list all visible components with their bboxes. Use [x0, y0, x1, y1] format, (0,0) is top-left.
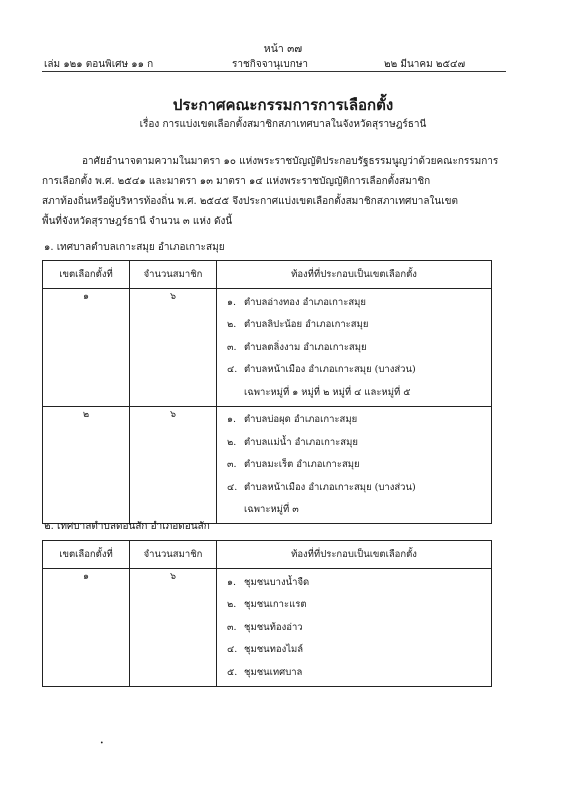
preamble-line: การเลือกตั้ง พ.ศ. ๒๕๔๑ และมาตรา ๑๓ มาตรา ๑๔ แห่งพระราชบัญญัติการเลือกตั้งสมาชิก — [42, 176, 431, 187]
table-row — [43, 406, 492, 524]
header-members: จำนวนสมาชิก — [130, 261, 217, 289]
table-row — [43, 289, 492, 407]
preamble-line: อาศัยอำนาจตามความในมาตรา ๑๐ แห่งพระราชบัญญัติประกอบรัฐธรรมนูญว่าด้วยคณะกรรมการ — [82, 156, 499, 167]
list-item: ๔. ตำบลหน้าเมือง อำเภอเกาะสมุย (บางส่วน) — [227, 364, 416, 376]
list-item-continuation: เฉพาะหมู่ที่ ๓ — [244, 504, 299, 516]
list-item: ๔. ตำบลหน้าเมือง อำเภอเกาะสมุย (บางส่วน) — [227, 481, 416, 493]
list-item: ๒. ตำบลแม่น้ำ อำเภอเกาะสมุย — [227, 436, 358, 448]
member-count: ๖ — [130, 406, 217, 524]
list-item: ๒. ตำบลลิปะน้อย อำเภอเกาะสมุย — [227, 319, 369, 331]
list-item: ๑. ตำบลบ่อผุด อำเภอเกาะสมุย — [227, 414, 358, 426]
list-item-continuation: เฉพาะหมู่ที่ ๑ หมู่ที่ ๒ หมู่ที่ ๔ และหมู่ที่ ๕ — [244, 386, 411, 398]
table-row — [43, 569, 492, 687]
district-number: ๑ — [43, 569, 130, 687]
preamble-line: พื้นที่จังหวัดสุราษฎร์ธานี จำนวน ๓ แห่ง ดังนี้ — [42, 216, 233, 227]
area-list — [217, 406, 492, 524]
page-number: หน้า ๓๗ — [263, 43, 303, 55]
volume-label: เล่ม ๑๒๑ ตอนพิเศษ ๑๑ ก — [44, 59, 154, 70]
district-table — [42, 540, 492, 687]
area-list — [217, 569, 492, 687]
header-areas: ท้องที่ที่ประกอบเป็นเขตเลือกตั้ง — [217, 261, 492, 289]
list-item: ๓. ชุมชนท้องอ่าว — [227, 621, 303, 633]
scan-speck: • — [100, 740, 104, 747]
list-item: ๑. ชุมชนบางน้ำจืด — [227, 576, 310, 588]
list-item: ๓. ตำบลมะเร็ต อำเภอเกาะสมุย — [227, 459, 360, 471]
header-areas: ท้องที่ที่ประกอบเป็นเขตเลือกตั้ง — [217, 541, 492, 569]
list-item: ๓. ตำบลตลิ่งงาม อำเภอเกาะสมุย — [227, 341, 367, 353]
section-title: ๒. เทศบาลตำบลดอนสัก อำเภอดอนสัก — [44, 521, 210, 532]
district-number: ๒ — [43, 406, 130, 524]
header-district: เขตเลือกตั้งที่ — [43, 541, 130, 569]
list-item: ๕. ชุมชนเทศบาล — [227, 666, 303, 678]
member-count: ๖ — [130, 289, 217, 407]
list-item: ๔. ชุมชนทองไมล์ — [227, 644, 304, 656]
district-number: ๑ — [43, 289, 130, 407]
table-header-row — [43, 541, 492, 569]
list-item: ๒. ชุมชนเกาะแรต — [227, 599, 307, 611]
section-title: ๑. เทศบาลตำบลเกาะสมุย อำเภอเกาะสมุย — [44, 242, 225, 253]
preamble-line: สภาท้องถิ่นหรือผู้บริหารท้องถิ่น พ.ศ. ๒๕๔๕ จึงประกาศแบ่งเขตเลือกตั้งสมาชิกสภาเทศบาลในเขต — [42, 196, 458, 207]
preamble-paragraph — [42, 152, 500, 232]
announcement-title: ประกาศคณะกรรมการการเลือกตั้ง — [172, 96, 394, 114]
area-list — [217, 289, 492, 407]
announcement-subject: เรื่อง การแบ่งเขตเลือกตั้งสมาชิกสภาเทศบาลในจังหวัดสุราษฎร์ธานี — [139, 119, 427, 130]
header-rule — [42, 71, 506, 72]
table-header-row — [43, 261, 492, 289]
district-table — [42, 260, 492, 524]
member-count: ๖ — [130, 569, 217, 687]
publication-date: ๒๒ มีนาคม ๒๕๔๗ — [384, 59, 466, 70]
gazette-name: ราชกิจจานุเบกษา — [232, 59, 309, 70]
list-item: ๑. ตำบลอ่างทอง อำเภอเกาะสมุย — [227, 296, 366, 308]
header-district: เขตเลือกตั้งที่ — [43, 261, 130, 289]
header-members: จำนวนสมาชิก — [130, 541, 217, 569]
